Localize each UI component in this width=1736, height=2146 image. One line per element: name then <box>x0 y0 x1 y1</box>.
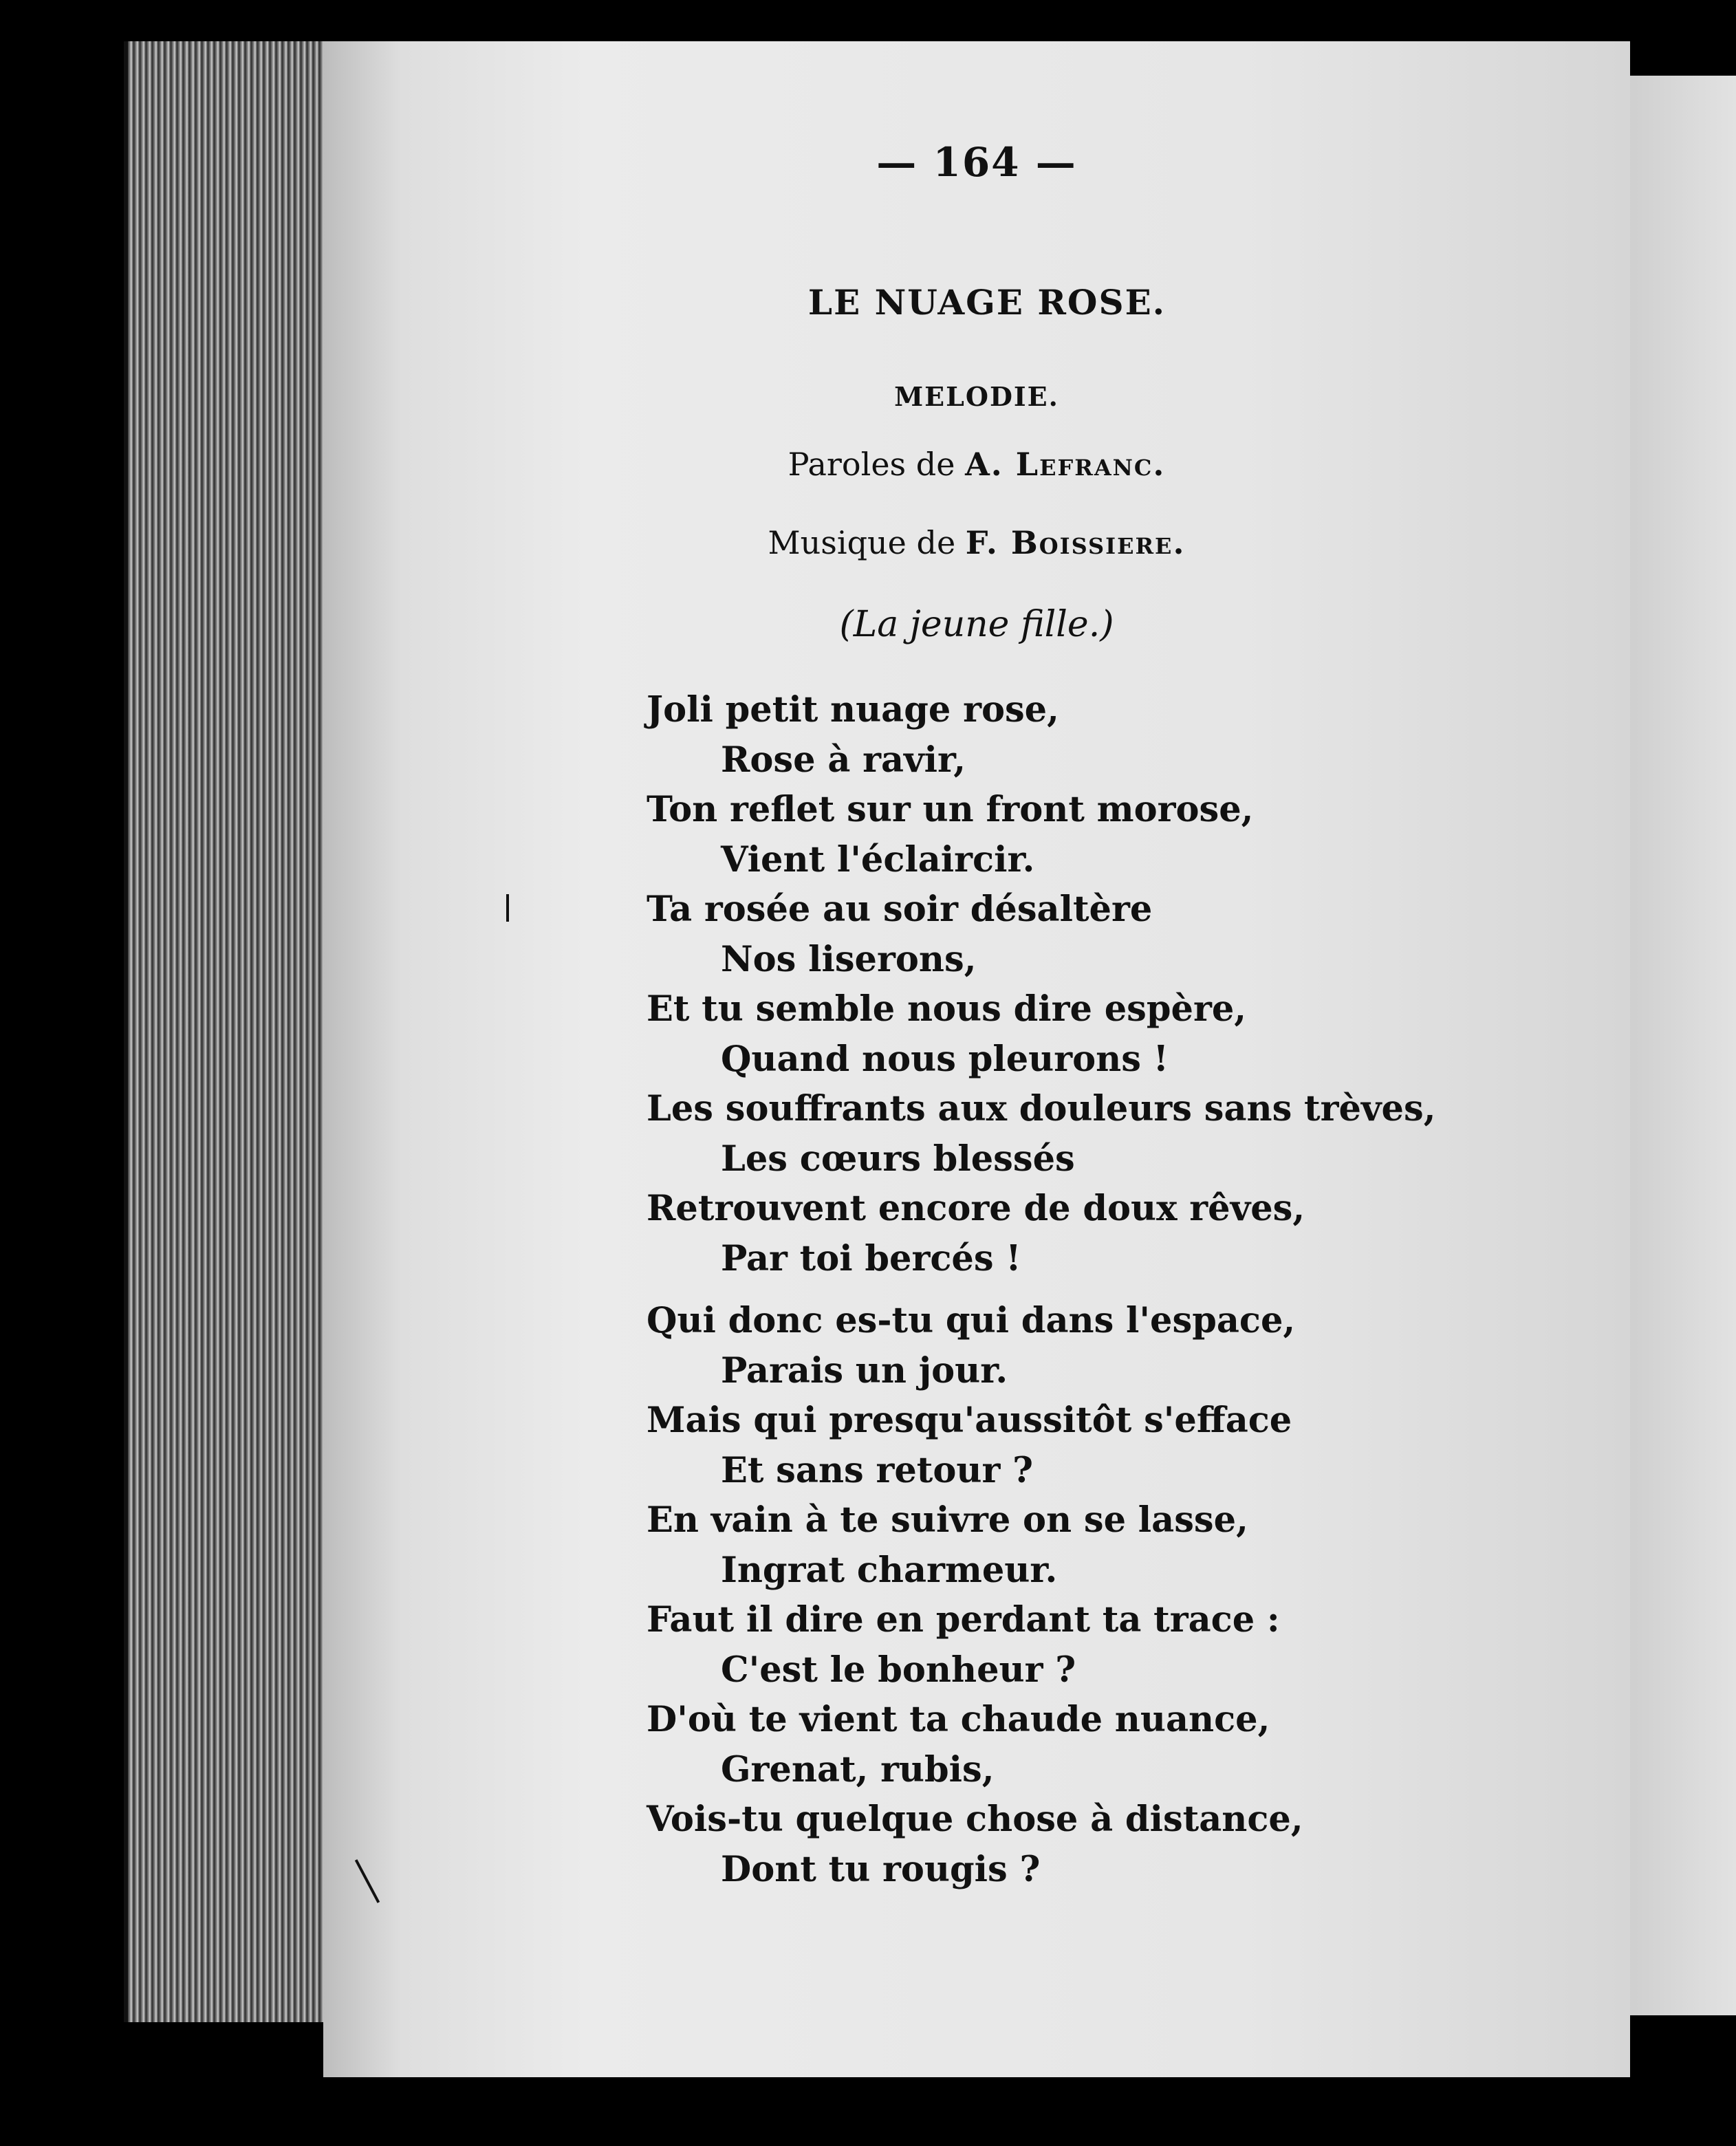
music-credit-prefix: Musique de <box>768 524 956 561</box>
verse-line: Rose à ravir, <box>721 739 966 781</box>
verse-line: Quand nous pleurons ! <box>721 1038 1169 1080</box>
verse-line: Grenat, rubis, <box>721 1748 995 1790</box>
verse-line: Ingrat charmeur. <box>721 1549 1058 1591</box>
verse-1 <box>647 685 1609 1283</box>
verse-line: Et tu semble nous dire espère, <box>647 988 1247 1030</box>
book-page-edges <box>124 41 334 2022</box>
verse-line: C'est le bonheur ? <box>721 1649 1076 1691</box>
verse-line: Faut il dire en perdant ta trace : <box>647 1599 1280 1640</box>
verse-line: Joli petit nuage rose, <box>647 689 1059 730</box>
book-page <box>323 41 1630 2077</box>
verse-line: Les souffrants aux douleurs sans trèves, <box>647 1088 1436 1129</box>
verse-line: Les cœurs blessés <box>721 1138 1075 1180</box>
verse-line: Vient l'éclaircir. <box>721 838 1035 880</box>
verse-line: Dont tu rougis ? <box>721 1848 1041 1890</box>
verse-line: Mais qui presqu'aussitôt s'efface <box>647 1400 1292 1441</box>
verse-line: D'où te vient ta chaude nuance, <box>647 1699 1270 1740</box>
page-number: — 164 — <box>876 139 1077 186</box>
verse-line: Retrouvent encore de doux rêves, <box>647 1188 1305 1229</box>
music-credit <box>323 524 1630 561</box>
verse-line: Par toi bercés ! <box>721 1237 1021 1279</box>
verse-line: Parais un jour. <box>721 1350 1008 1391</box>
lyrics-credit-prefix: Paroles de <box>788 446 955 483</box>
verse-line: Et sans retour ? <box>721 1449 1033 1491</box>
verse-line: Ta rosée au soir désaltère <box>647 889 1153 930</box>
lyrics-author: A. Lefranc. <box>965 446 1166 483</box>
lyrics-credit <box>323 446 1630 483</box>
verse-line: En vain à te suivre on se lasse, <box>647 1499 1248 1541</box>
facing-page-edge <box>1616 76 1736 2015</box>
song-subtitle: MELODIE. <box>894 381 1059 412</box>
page-content <box>323 41 1630 2077</box>
verse-line: Ton reflet sur un front morose, <box>647 789 1254 830</box>
verse-line: Nos liserons, <box>721 938 977 980</box>
song-title: LE NUAGE ROSE. <box>807 282 1167 323</box>
verse-line: Qui donc es-tu qui dans l'espace, <box>647 1300 1296 1341</box>
music-author: F. Boissiere. <box>965 524 1186 561</box>
speaker-indication: (La jeune fille.) <box>839 604 1114 645</box>
scan-artifact-mark <box>506 894 509 922</box>
verse-2 <box>647 1296 1609 1894</box>
verse-line: Vois-tu quelque chose à distance, <box>647 1799 1303 1840</box>
